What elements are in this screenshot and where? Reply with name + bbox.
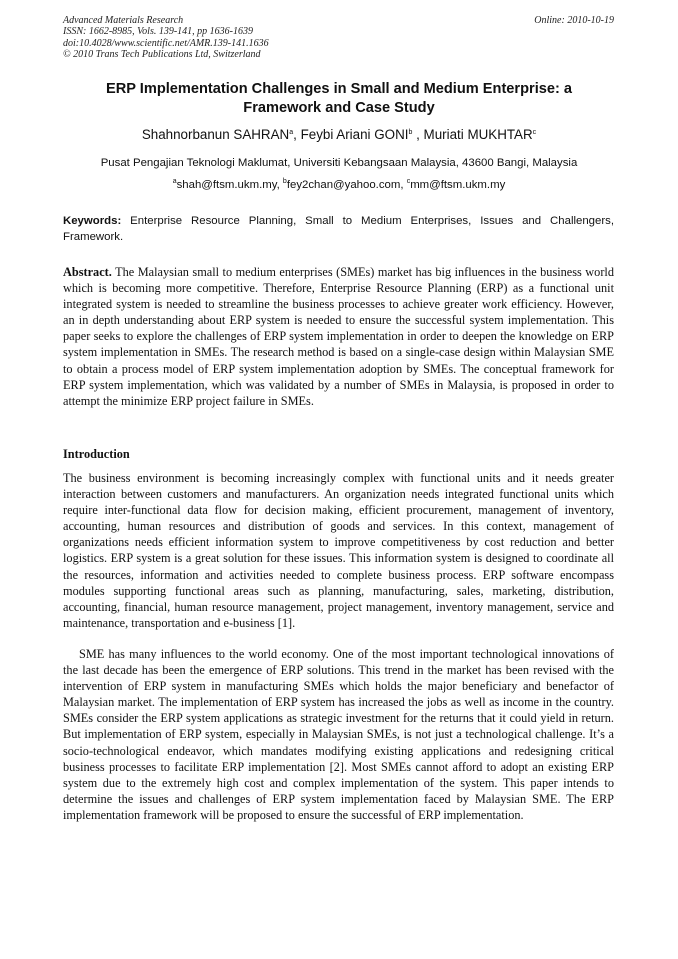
keywords-label: Keywords: xyxy=(63,215,122,227)
author-list xyxy=(40,126,638,144)
email-mark: b xyxy=(282,178,287,185)
introduction-heading: Introduction xyxy=(63,447,130,461)
journal-name: Advanced Materials Research xyxy=(63,15,184,26)
author-separator: , xyxy=(293,127,301,142)
author-separator: , xyxy=(412,127,424,142)
introduction-paragraph: SME has many influences to the world economy. One of the most important technological innovations of the last decade has been the emergence of ERP solutions. This trend in the market has been revised with the intervention of ERP system in manufacturing SMEs which holds the major beneficiary and benefactor of Malaysian market. The implementation of ERP system has increased the jobs as well as income in the country. SMEs consider the ERP system applications as strategic investment for the returns that it could yield in return. But implementation of ERP system, especially in Malaysian SMEs, is not just a technological challenge. It’s a socio-technological endeavor, which mandates modifying existing applications and redesigning critical business processes to facilitate ERP implementation [2]. Most SMEs cannot afford to adopt an existing ERP system due to the extremely high cost and complex implementation of the system. This paper intends to determine the issues and challenges of ERP system implementation faced by Malaysian SME. The ERP implementation framework will be proposed to ensure the successful of ERP implementation. xyxy=(63,647,614,822)
journal-copyright: © 2010 Trans Tech Publications Ltd, Switzerland xyxy=(63,49,261,61)
author-name: Shahnorbanun SAHRAN xyxy=(141,127,290,142)
affiliation: Pusat Pengajian Teknologi Maklumat, Universiti Kebangsaan Malaysia, 43600 Bangi, Malaysia xyxy=(100,157,578,169)
paper-title: ERP Implementation Challenges in Small and Medium Enterprise: a Framework and Case Study xyxy=(105,81,573,116)
abstract-label: Abstract. xyxy=(63,265,112,279)
email-separator: , xyxy=(276,179,283,191)
email-address: shah@ftsm.ukm.my xyxy=(176,179,277,191)
keywords-text: Enterprise Resource Planning, Small to Medium Enterprises, Issues and Challengers, Framework. xyxy=(63,215,614,243)
email-address: mm@ftsm.ukm.my xyxy=(410,179,506,191)
email-address: fey2chan@yahoo.com xyxy=(286,179,401,191)
abstract-section xyxy=(63,264,614,409)
journal-doi: doi:10.4028/www.scientific.net/AMR.139-141.1636 xyxy=(63,37,269,49)
abstract-text: The Malaysian small to medium enterprises (SMEs) market has big influences in the business world which is becoming more competitive. Therefore, Enterprise Resource Planning (ERP) as a functional unit integrated system is needed to streamline the business processes to achieve greater work efficiency. However, an in depth understanding about ERP system is needed to ensure the successful system implementation. This paper seeks to explore the challenges of ERP system implementation in order to deepen the knowledge on ERP system implementation in SMEs. The research method is based on a single-case design within Malaysian SME to obtain a process model of ERP system implementation adoption by SMEs. The conceptual framework for ERP system implementation, which was validated by a number of SMEs in Malaysia, is proposed in order to attempt the minimize ERP project failure in SMEs. xyxy=(63,265,614,408)
introduction-paragraph: The business environment is becoming increasingly complex with functional units and it needs greater interaction between customers and manufacturers. An organization needs integrated functional units which require inter-functional data flow for decision making, efficient procurement, management of inventory, accounting, human resources and distribution of goods and services. In this context, management of organizations needs efficient information system to improve competitiveness by cost reduction and better logistics. ERP system is a great solution for these issues. This information system is designed to coordinate all the resources, information and activities needed to complete business process. ERP software encompass modules supporting functional areas such as planning, manufacturing, sales, marketing, distribution, accounting, financial, human resource management, project management, inventory management, service and maintenance, transportation and e-business [1]. xyxy=(63,471,614,630)
journal-header xyxy=(63,15,269,61)
email-mark: a xyxy=(172,178,177,185)
email-separator: , xyxy=(400,179,407,191)
author-name: Feybi Ariani GONI xyxy=(300,127,409,142)
author-mark: c xyxy=(532,129,537,136)
author-mark: a xyxy=(289,129,294,136)
author-mark: b xyxy=(408,129,413,136)
email-mark: c xyxy=(406,178,411,185)
author-name: Muriati MUKHTAR xyxy=(423,127,533,142)
email-list xyxy=(40,178,638,193)
journal-issn: ISSN: 1662-8985, Vols. 139-141, pp 1636-1639 xyxy=(63,26,253,38)
keywords-section xyxy=(63,214,614,245)
online-date: Online: 2010-10-19 xyxy=(534,15,614,26)
